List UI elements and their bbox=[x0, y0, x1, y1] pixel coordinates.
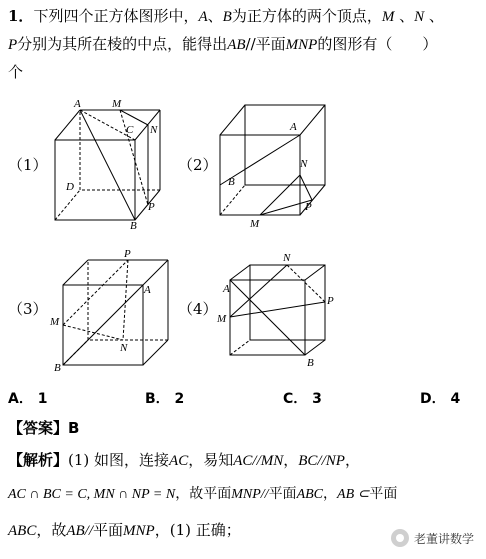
expr-AB-subset: AB ⊂ bbox=[337, 487, 370, 502]
var-AB: AB bbox=[227, 37, 246, 53]
answer-tag: 【答案】 bbox=[8, 419, 69, 437]
vertex-N: N bbox=[283, 252, 291, 264]
vertex-M: M bbox=[250, 218, 260, 230]
expr-AC: AC bbox=[169, 453, 189, 469]
expr-BCNP: BC//NP bbox=[298, 453, 345, 469]
analysis-text: ，故 bbox=[36, 521, 67, 539]
vertex-M: M bbox=[112, 98, 122, 110]
var-P: P bbox=[8, 37, 18, 53]
expr-MNP: MNP// bbox=[231, 487, 269, 502]
option-b: B． 2 bbox=[145, 391, 185, 407]
expr-ACMN: AC//MN bbox=[233, 453, 284, 469]
vertex-N: N bbox=[300, 158, 308, 170]
figure-3-label: （3） bbox=[8, 300, 48, 318]
analysis-text: ， bbox=[283, 451, 299, 469]
analysis-text: ，易知 bbox=[188, 451, 234, 469]
analysis-text: ，(1) 正确； bbox=[154, 521, 241, 539]
vertex-P: P bbox=[305, 201, 312, 213]
sep: 、 bbox=[424, 7, 444, 25]
var-A: A bbox=[198, 9, 208, 25]
vertex-A: A bbox=[74, 98, 81, 110]
vertex-C: C bbox=[126, 124, 134, 136]
answer-value: B bbox=[68, 419, 80, 437]
watermark-text: 老董讲数学 bbox=[413, 531, 474, 546]
vertex-B: B bbox=[54, 362, 61, 374]
vertex-B: B bbox=[130, 220, 137, 230]
parallel-symbol: // bbox=[245, 35, 256, 53]
vertex-B: B bbox=[307, 357, 314, 369]
vertex-P: P bbox=[148, 201, 155, 213]
answer-line bbox=[8, 418, 79, 438]
option-a: A． 1 bbox=[8, 391, 48, 407]
vertex-D: D bbox=[66, 181, 74, 193]
figure-1-label: （1） bbox=[8, 156, 48, 174]
analysis-text: ， bbox=[344, 451, 360, 469]
vertex-P: P bbox=[327, 295, 334, 307]
var-M: M bbox=[381, 9, 395, 25]
figure-2-label: （2） bbox=[178, 156, 218, 174]
analysis-text: (1) 如图，连接 bbox=[68, 451, 170, 469]
figure-4-label: （4） bbox=[178, 300, 218, 318]
question-text: 为正方体的两个顶点， bbox=[231, 7, 382, 25]
vertex-N: N bbox=[150, 124, 158, 136]
vertex-A: A bbox=[144, 284, 151, 296]
analysis-line-1 bbox=[8, 450, 360, 471]
vertex-A: A bbox=[223, 283, 230, 295]
expr-MNP: MNP bbox=[123, 523, 155, 539]
watermark-logo-icon bbox=[391, 529, 409, 547]
analysis-line-3 bbox=[8, 520, 241, 541]
option-d: D． 4 bbox=[420, 391, 461, 407]
analysis-text: 平面 bbox=[93, 521, 124, 539]
question-text: 分别为其所在棱的中点，能得出 bbox=[17, 35, 228, 53]
expr-ABC: ABC bbox=[8, 523, 37, 539]
expr-intersection: AC ∩ BC = C, MN ∩ NP = N bbox=[8, 487, 176, 502]
var-MNP: MNP bbox=[285, 37, 318, 53]
cube-figure-4 bbox=[215, 250, 350, 375]
watermark bbox=[391, 529, 474, 547]
sep: 、 bbox=[394, 7, 415, 25]
question-text: 平面 bbox=[255, 35, 286, 53]
cube-figure-3 bbox=[48, 245, 183, 380]
cube-figure-2 bbox=[210, 95, 345, 230]
question-number: 1． bbox=[8, 7, 34, 25]
question-line-1 bbox=[8, 6, 444, 27]
analysis-line-2 bbox=[8, 484, 397, 505]
vertex-N: N bbox=[120, 342, 128, 354]
expr-AB: AB// bbox=[66, 523, 94, 539]
question-text: 的图形有（ ） bbox=[317, 35, 438, 53]
var-N: N bbox=[414, 9, 425, 25]
option-c: C． 3 bbox=[283, 391, 322, 407]
vertex-B: B bbox=[228, 176, 235, 188]
sep: 、 bbox=[207, 7, 223, 25]
vertex-M: M bbox=[217, 313, 227, 325]
analysis-text: 平面 bbox=[369, 486, 398, 502]
analysis-text: ，故平面 bbox=[175, 486, 232, 502]
analysis-tag: 【解析】 bbox=[8, 451, 69, 469]
cube-figure-1 bbox=[40, 95, 175, 230]
analysis-text: 平面 bbox=[268, 486, 297, 502]
var-B: B bbox=[222, 9, 232, 25]
expr-ABC: ABC bbox=[296, 487, 324, 502]
question-line-2 bbox=[8, 34, 437, 55]
vertex-P: P bbox=[124, 248, 131, 260]
question-line-3: 个 bbox=[8, 63, 24, 81]
vertex-A: A bbox=[290, 121, 297, 133]
question-text: 下列四个正方体图形中， bbox=[33, 7, 199, 25]
vertex-M: M bbox=[50, 316, 60, 328]
analysis-text: ， bbox=[323, 486, 338, 502]
